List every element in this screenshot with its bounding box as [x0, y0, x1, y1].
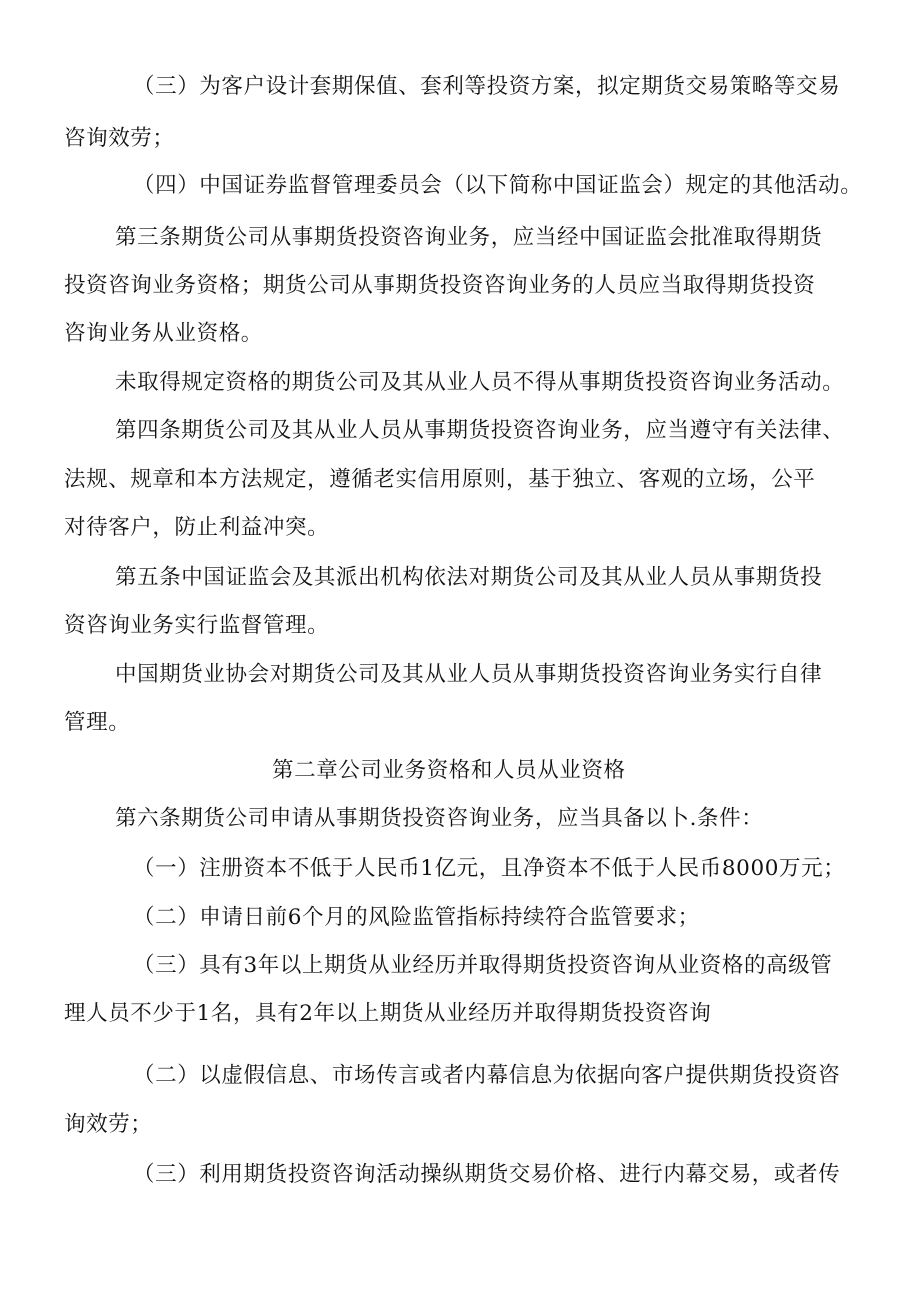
text-line-11: 第五条中国证监会及其派出机构依法对期货公司及其从业人员从事期货投 [115, 565, 823, 590]
text-line-9: 法规、规章和本方法规定，遵循老实信用原则，基于独立、客观的立场，公平 [64, 467, 816, 492]
text-line-12: 资咨询业务实行监督管理。 [64, 613, 330, 638]
text-line-3: （四）中国证券监督管理委员会（以下简称中国证监会）规定的其他活动。 [133, 173, 863, 198]
chapter-heading: 第二章公司业务资格和人员从业资格 [272, 758, 626, 783]
text-line-7: 未取得规定资格的期货公司及其从业人员不得从事期货投资咨询业务活动。 [115, 370, 845, 395]
text-line-13: 中国期货业协会对期货公司及其从业人员从事期货投资咨询业务实行自律 [115, 662, 823, 687]
text-line-20: 理人员不少于1名，具有2年以上期货从业经历并取得期货投资咨询 [64, 1001, 712, 1026]
text-line-22: 询效劳； [64, 1112, 153, 1137]
text-line-14: 管理。 [64, 710, 131, 735]
text-line-1: （三）为客户设计套期保值、套利等投资方案，拟定期货交易策略等交易 [133, 74, 841, 99]
text-line-6: 咨询业务从业资格。 [64, 321, 263, 346]
text-line-21: （二）以虚假信息、市场传言或者内幕信息为依据向客户提供期货投资咨 [133, 1063, 841, 1088]
text-line-18: （二）申请日前6个月的风险监管指标持续符合监管要求； [133, 905, 700, 930]
text-line-16: 第六条期货公司申请从事期货投资咨询业务，应当具备以卜.条件： [115, 806, 764, 831]
text-line-23: （三）利用期货投资咨询活动操纵期货交易价格、进行内幕交易，或者传 [133, 1162, 841, 1187]
text-line-2: 咨询效劳； [64, 126, 175, 151]
text-line-4: 第三条期货公司从事期货投资咨询业务，应当经中国证监会批准取得期货 [115, 225, 823, 250]
text-line-10: 对待客户，防止利益冲突。 [64, 515, 330, 540]
text-line-5: 投资咨询业务资格；期货公司从事期货投资咨询业务的人员应当取得期货投资 [64, 273, 816, 298]
text-line-8: 第四条期货公司及其从业人员从事期货投资咨询业务，应当遵守有关法律、 [115, 418, 845, 443]
text-line-19: （三）具有3年以上期货从业经历并取得期货投资咨询从业资格的高级管 [133, 953, 833, 978]
text-line-17: （一）注册资本不低于人民币1亿元，且净资本不低于人民币8000万元； [133, 856, 846, 881]
